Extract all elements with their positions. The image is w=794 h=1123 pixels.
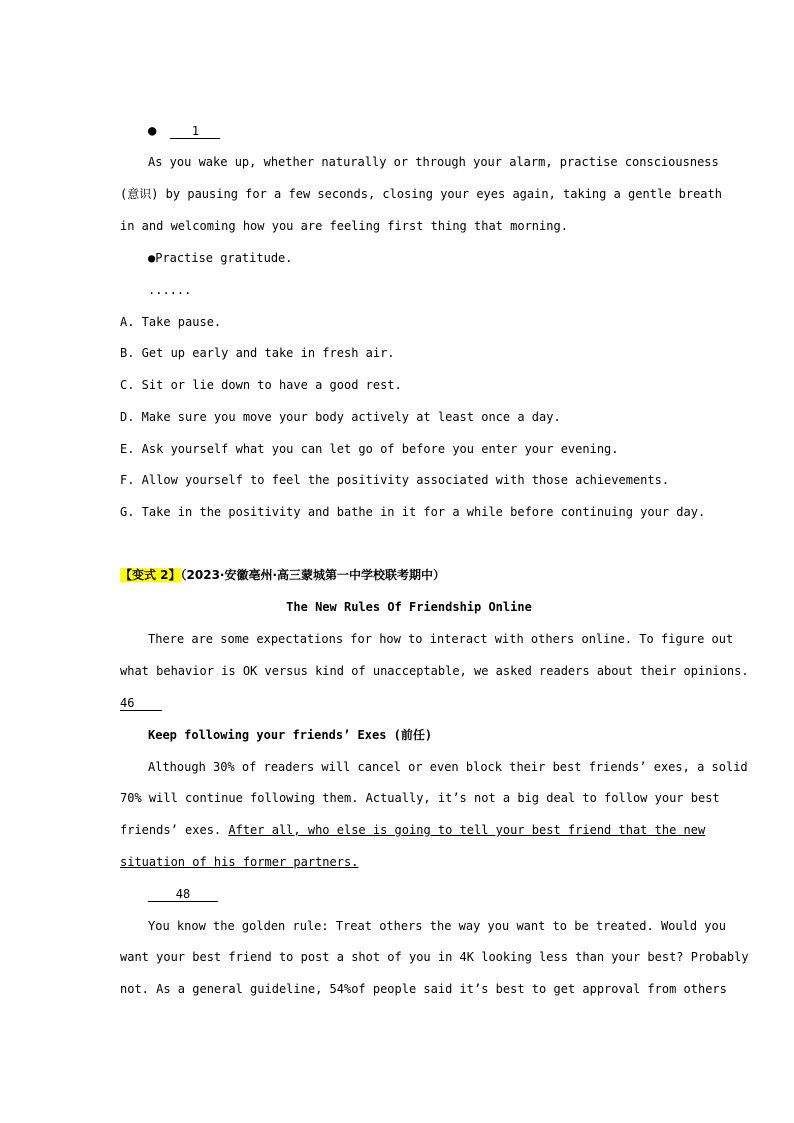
- blank-46: 46: [120, 696, 162, 711]
- option-f: F. Allow yourself to feel the positivity associated with those achievements.: [120, 473, 670, 487]
- variant-source: （2023·安徽亳州·高三蒙城第一中学校联考期中）: [180, 568, 446, 582]
- blank-48: 48: [148, 887, 218, 902]
- blank-48-line: [148, 886, 698, 902]
- blank-46-line: [120, 695, 698, 711]
- para1-line1: As you wake up, whether naturally or through your alarm, practise consciousness: [148, 155, 719, 169]
- option-c: C. Sit or lie down to have a good rest.: [120, 378, 402, 392]
- intro-line2: what behavior is OK versus kind of unacceptable, we asked readers about their opinions.: [120, 664, 749, 678]
- p2-line1: Although 30% of readers will cancel or even block their best friends’ exes, a solid: [148, 760, 748, 774]
- underlined-sentence-part1: After all, who else is going to tell your best friend that the new: [228, 823, 706, 837]
- passage-title: The New Rules Of Friendship Online: [286, 600, 532, 614]
- blank-1: 1: [170, 124, 220, 139]
- p2-line4: [120, 854, 698, 870]
- p2-line3: [120, 822, 706, 838]
- para1-line3: in and welcoming how you are feeling first thing that morning.: [120, 219, 568, 233]
- option-e: E. Ask yourself what you can let go of before you enter your evening.: [120, 442, 619, 456]
- variant-header: [120, 567, 698, 583]
- bullet-icon: ●: [148, 123, 157, 139]
- p2-line2: 70% will continue following them. Actually, it’s not a big deal to follow your best: [120, 791, 720, 805]
- option-d: D. Make sure you move your body actively at least once a day.: [120, 410, 561, 424]
- underlined-sentence-part2: situation of his former partners.: [120, 855, 359, 869]
- p3-line2: want your best friend to post a shot of you in 4K looking less than your best? Probably: [120, 950, 749, 964]
- bullet-practise-gratitude: ●Practise gratitude.: [148, 251, 293, 265]
- option-a: A. Take pause.: [120, 315, 222, 329]
- blank-1-line: [148, 123, 698, 139]
- para1-line2: (意识) by pausing for a few seconds, closing your eyes again, taking a gentle breath: [120, 187, 722, 201]
- option-b: B. Get up early and take in fresh air.: [120, 346, 395, 360]
- p3-line1: You know the golden rule: Treat others the way you want to be treated. Would you: [148, 919, 726, 933]
- p3-line3: not. As a general guideline, 54%of people said it’s best to get approval from others: [120, 982, 727, 996]
- variant-tag: 【变式 2】: [120, 568, 181, 582]
- option-g: G. Take in the positivity and bathe in it for a while before continuing your day.: [120, 505, 706, 519]
- ellipsis: ......: [148, 283, 192, 297]
- heading-keep-following: Keep following your friends’ Exes (前任): [148, 728, 433, 742]
- p2-line3-text: friends’ exes.: [120, 823, 229, 837]
- intro-line1: There are some expectations for how to interact with others online. To figure out: [148, 632, 734, 646]
